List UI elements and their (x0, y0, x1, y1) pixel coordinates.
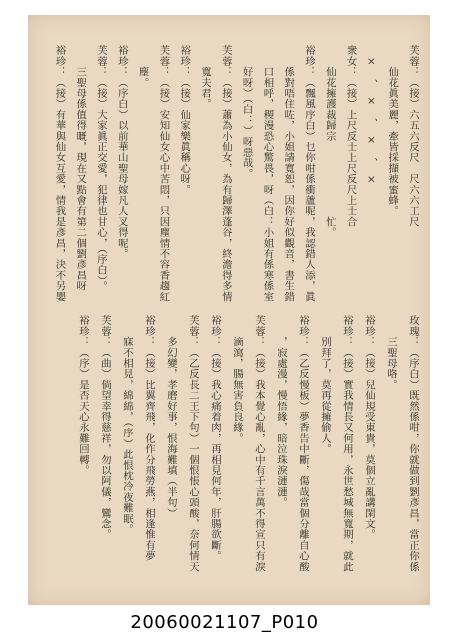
text-column: 芙蓉：（乙反長二王下句）一個恨悵心頭酸，奈何情天 (187, 315, 199, 572)
text-column: 芙蓉：（曲）倘望幸得慈祥，勿以阿儀，鸞念。 (99, 315, 111, 540)
text-column: 裕珍：（乙反慢板）夢香告中斷，傷哉當個分離自心酸 (297, 315, 309, 572)
text-column: 寐不相見，綿綿，（序）此恨枕冷夜難眠。 (121, 315, 133, 535)
text-column: 裕珍：（序白）以前華山聖母嫁凡人叉得呢。 (115, 45, 128, 259)
text-column: 玫瑰：（序白）既然係咁，你就做到劉彥昌，當正你係 (407, 315, 419, 572)
text-column: 裕珍：（接）有華與仙女互愛，情我是彥昌，決不另嬰 (53, 45, 66, 302)
text-column: 寬夫君。 (199, 45, 211, 110)
text-column: 芙蓉：（接）六五六反尺 尺六六工尺 (407, 45, 419, 227)
text-column: 別拜了，莫再從擁偷人。 (319, 315, 331, 455)
text-column: 芙蓉：（接）安知仙女心中苦悶，只因塵情不容香趨紅 (157, 45, 170, 302)
text-column: ，寂處漫，慢悟緣，暗泣珠淚漣漣。 (275, 315, 287, 508)
text-column: × 、 × 、 × 、 × (365, 45, 378, 186)
text-column: 三聖母係值得嘅，現在又點會有第二個劉彥昌呀 (74, 45, 87, 292)
text-column: 芙蓉：（接）蕭為小仙女，為有歸澤蓬谷，終澹得多情 (219, 45, 232, 302)
text-column: 滴瀉，腸無害負良緣。 (231, 315, 243, 444)
text-column: 仙花眞美麗，牽皆採擷被蜜蜂。 (386, 45, 399, 217)
text-column: 多幻變，孝磨好事，恨海難填（半句） (165, 315, 177, 519)
text-column: 芙蓉：（接）我本覺心亂，心中有千言萬不得宣只有淚 (253, 315, 265, 572)
text-column: 三聖母咯。 (385, 315, 397, 390)
text-column: 仙花擁護裁歸宗 忙。 (323, 45, 336, 238)
page-caption: 20060021107_P010 (130, 612, 319, 633)
text-column: 裕珍：（接）仙家樂眞稱心呀。 (178, 45, 191, 195)
text-column: 裕珍：（接）實我情長又何用，永世愁城無寬期，就此 (341, 315, 353, 572)
text-column: 裕珍：（接）兒仙規受東貴，莫個立亂講閑文。 (363, 315, 375, 540)
text-column: 衆女：（接）上尺反士上尺反尺上士合 (344, 45, 357, 227)
document-page (28, 15, 430, 605)
text-column: 好呀）（白：）呀惡哉。 (240, 45, 253, 179)
text-column: 口相呼，稷漫恐心驚畏，呀（白：小姐有係寒係室 (261, 45, 274, 302)
text-column: 裕珍：（飄風序白）乜你咁係衝蘆呢，我認錯人添，眞 (303, 45, 315, 302)
text-column: 裕珍：（序）是否天心永難回轉。 (77, 315, 89, 476)
text-column: 芙蓉：（接）大家眞正交愛，犯律也甘心，（序白）。 (95, 45, 107, 292)
text-column: 係對唔住咗，小姐請寬恕，因你好似觀音，書生錯 (282, 45, 295, 302)
text-column: 裕珍：（接）比翼齊飛，化作分飛勞燕，相逢惟有夢 (143, 315, 155, 562)
text-column: 塵。 (136, 45, 149, 88)
text-column: 裕珍：（接）我心痛着肉，再相見何年，肝腸欲斷。 (209, 315, 221, 562)
